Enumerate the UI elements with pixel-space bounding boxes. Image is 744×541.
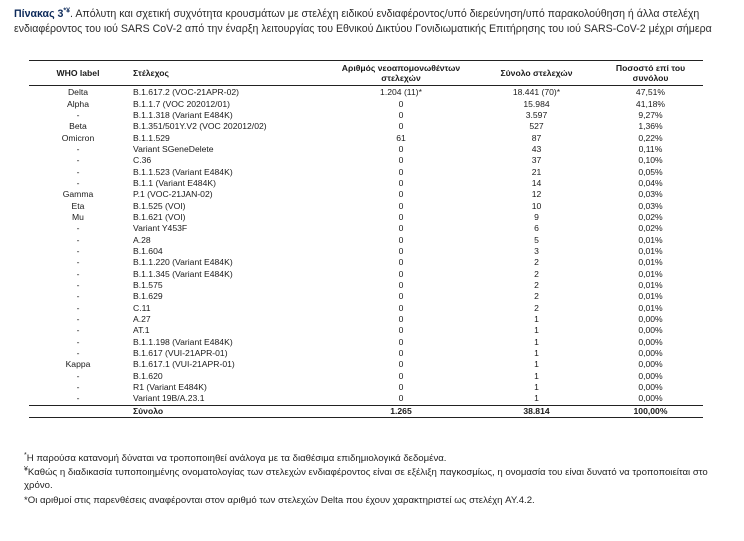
cell-who-label: - bbox=[76, 393, 80, 404]
table-row bbox=[29, 144, 703, 155]
cell-who-label: Omicron bbox=[61, 132, 95, 143]
cell-new-isolates: 1.204 (11)* bbox=[380, 87, 422, 98]
total-label: Σύνολο bbox=[127, 405, 327, 417]
cell-strain: B.1.617 (VUI-21APR-01) bbox=[133, 348, 228, 359]
table-row bbox=[29, 325, 703, 336]
cell-strain: B.1.629 bbox=[133, 291, 163, 302]
cell-who-label: - bbox=[76, 268, 80, 279]
cell-who-label: Mu bbox=[72, 211, 84, 222]
cell-new-isolates: 0 bbox=[398, 336, 404, 347]
cell-new-isolates: 0 bbox=[398, 245, 404, 256]
cell-who-label: - bbox=[76, 336, 80, 347]
cell-strain: B.1.1.529 bbox=[133, 132, 170, 143]
cell-new-isolates: 0 bbox=[398, 234, 404, 245]
cell-total-strains: 1 bbox=[534, 370, 539, 381]
cell-new-isolates: 0 bbox=[398, 155, 404, 166]
cell-strain: B.1.617.1 (VUI-21APR-01) bbox=[133, 359, 235, 370]
cell-total-strains: 2 bbox=[534, 302, 539, 313]
cell-total-strains: 12 bbox=[531, 189, 542, 200]
cell-percentage: 1,36% bbox=[638, 121, 663, 132]
caption-text: . Απόλυτη και σχετική συχνότητα κρουσμάτων με στελέχη ειδικού ενδιαφέροντος/υπό διερεύνηση/υπό παρακολούθηση ή άλλα στελέχη ενδιαφέροντος του ιού SARS CoV-2 από την έναρξη λειτουργίας του Εθνικού Δικτύου Γονιδιωματικής Επιτήρησης του ιού SARS-CoV-2 μέχρι σήμερα bbox=[14, 8, 712, 35]
cell-who-label: - bbox=[76, 348, 80, 359]
total-percentage: 100,00% bbox=[598, 405, 703, 417]
cell-new-isolates: 0 bbox=[398, 257, 404, 268]
total-who bbox=[29, 405, 127, 417]
cell-new-isolates: 0 bbox=[398, 302, 404, 313]
table-row bbox=[29, 359, 703, 370]
cell-percentage: 0,00% bbox=[638, 393, 663, 404]
cell-new-isolates: 0 bbox=[398, 211, 404, 222]
cell-total-strains: 37 bbox=[531, 155, 542, 166]
cell-strain: B.1.1 (Variant E484K) bbox=[133, 177, 216, 188]
cell-strain: Variant Y453F bbox=[133, 223, 188, 234]
table-row bbox=[29, 132, 703, 143]
cell-new-isolates: 0 bbox=[398, 291, 404, 302]
footnote-1: *Η παρούσα κατανομή δύναται να τροποποιηθεί ανάλογα με τα διαθέσιμα επιδημιολογικά δεδομένα. bbox=[24, 451, 447, 464]
cell-strain: B.1.1.198 (Variant E484K) bbox=[133, 336, 233, 347]
cell-strain: B.1.1.345 (Variant E484K) bbox=[133, 268, 233, 279]
cell-new-isolates: 0 bbox=[398, 393, 404, 404]
cell-who-label: - bbox=[76, 223, 80, 234]
cell-percentage: 0,00% bbox=[638, 336, 663, 347]
cell-percentage: 47,51% bbox=[635, 87, 666, 98]
cell-strain: A.27 bbox=[133, 314, 151, 325]
cell-percentage: 0,10% bbox=[638, 155, 663, 166]
cell-total-strains: 2 bbox=[534, 257, 539, 268]
table-row bbox=[29, 166, 703, 177]
cell-total-strains: 3.597 bbox=[525, 109, 548, 120]
cell-who-label: - bbox=[76, 280, 80, 291]
cell-percentage: 0,01% bbox=[638, 291, 663, 302]
cell-percentage: 0,01% bbox=[638, 245, 663, 256]
cell-strain: B.1.525 (VOI) bbox=[133, 200, 186, 211]
table-row bbox=[29, 155, 703, 166]
total-new: 1.265 bbox=[327, 405, 475, 417]
cell-who-label: - bbox=[76, 370, 80, 381]
cell-percentage: 0,01% bbox=[638, 280, 663, 291]
cell-total-strains: 87 bbox=[531, 132, 542, 143]
total-strains: 38.814 bbox=[475, 405, 598, 417]
table-row bbox=[29, 371, 703, 382]
cell-new-isolates: 0 bbox=[398, 121, 404, 132]
cell-total-strains: 1 bbox=[534, 348, 539, 359]
table-row bbox=[29, 86, 703, 99]
cell-total-strains: 15.984 bbox=[523, 98, 550, 109]
cell-percentage: 0,00% bbox=[638, 382, 663, 393]
cell-total-strains: 1 bbox=[534, 382, 539, 393]
cell-new-isolates: 0 bbox=[398, 382, 404, 393]
variants-table bbox=[29, 60, 703, 418]
footnotes bbox=[24, 452, 724, 508]
table-row bbox=[29, 280, 703, 291]
table-row bbox=[29, 189, 703, 200]
table-row bbox=[29, 291, 703, 302]
footnote-3: *Οι αριθμοί στις παρενθέσεις αναφέρονται στον αριθμό των στελεχών Delta που έχουν χαρακτηριστεί ως στελέχη AY.4.2. bbox=[24, 494, 535, 506]
cell-percentage: 0,11% bbox=[638, 143, 663, 154]
table-row bbox=[29, 303, 703, 314]
cell-percentage: 0,02% bbox=[638, 223, 663, 234]
cell-who-label: - bbox=[76, 302, 80, 313]
table-total-row bbox=[29, 405, 703, 417]
header-total-strains: Σύνολο στελεχών bbox=[500, 68, 573, 78]
cell-strain: B.1.1.7 (VOC 202012/01) bbox=[133, 98, 230, 109]
table-row bbox=[29, 393, 703, 405]
cell-percentage: 0,01% bbox=[638, 257, 663, 268]
cell-total-strains: 43 bbox=[531, 143, 542, 154]
cell-percentage: 0,00% bbox=[638, 359, 663, 370]
cell-percentage: 0,03% bbox=[638, 189, 663, 200]
cell-new-isolates: 0 bbox=[398, 177, 404, 188]
cell-new-isolates: 0 bbox=[398, 223, 404, 234]
cell-percentage: 0,01% bbox=[638, 268, 663, 279]
cell-total-strains: 6 bbox=[534, 223, 539, 234]
table-row bbox=[29, 314, 703, 325]
cell-strain: Variant SGeneDelete bbox=[133, 143, 214, 154]
cell-strain: B.1.604 bbox=[133, 245, 163, 256]
cell-who-label: Gamma bbox=[62, 189, 94, 200]
cell-strain: B.1.617.2 (VOC-21APR-02) bbox=[133, 87, 240, 98]
cell-who-label: - bbox=[76, 257, 80, 268]
cell-new-isolates: 61 bbox=[396, 132, 406, 143]
cell-strain: AT.1 bbox=[133, 325, 150, 336]
cell-percentage: 9,27% bbox=[638, 109, 663, 120]
table-row bbox=[29, 234, 703, 245]
cell-who-label: - bbox=[76, 166, 80, 177]
cell-who-label: - bbox=[76, 382, 80, 393]
cell-percentage: 41,18% bbox=[635, 98, 666, 109]
table-row bbox=[29, 269, 703, 280]
table-row bbox=[29, 110, 703, 121]
cell-who-label: Eta bbox=[71, 200, 85, 211]
table-row bbox=[29, 257, 703, 268]
cell-total-strains: 2 bbox=[534, 291, 539, 302]
cell-total-strains: 3 bbox=[534, 245, 539, 256]
cell-total-strains: 1 bbox=[534, 336, 539, 347]
cell-total-strains: 2 bbox=[534, 268, 539, 279]
cell-new-isolates: 0 bbox=[398, 370, 404, 381]
cell-strain: B.1.575 bbox=[133, 280, 163, 291]
cell-who-label: - bbox=[76, 109, 80, 120]
table-row bbox=[29, 246, 703, 257]
table-row bbox=[29, 178, 703, 189]
cell-new-isolates: 0 bbox=[398, 200, 404, 211]
cell-total-strains: 10 bbox=[531, 200, 542, 211]
cell-strain: B.1.1.220 (Variant E484K) bbox=[133, 257, 233, 268]
cell-strain: B.1.621 (VOI) bbox=[133, 211, 186, 222]
cell-strain: B.1.1.318 (Variant E484K) bbox=[133, 109, 233, 120]
cell-new-isolates: 0 bbox=[398, 325, 404, 336]
footnote-2: ¥Καθώς η διαδικασία τυποποιημένης ονοματολογίας των στελεχών ενδιαφέροντος είναι σε εξέλιξη παγκοσμίως, η ονομασία του είναι δυνατό να τροποποιείται στο χρόνο. bbox=[24, 466, 708, 492]
cell-who-label: - bbox=[76, 291, 80, 302]
cell-who-label: - bbox=[76, 245, 80, 256]
cell-strain: C.36 bbox=[133, 155, 152, 166]
header-new-isolates: Αριθμός νεοαπομονωθέντων στελεχών bbox=[341, 63, 461, 83]
cell-percentage: 0,03% bbox=[638, 200, 663, 211]
table-row bbox=[29, 200, 703, 211]
caption-label: Πίνακας 3*¥ bbox=[14, 7, 71, 20]
cell-percentage: 0,00% bbox=[638, 370, 663, 381]
cell-new-isolates: 0 bbox=[398, 98, 404, 109]
cell-strain: B.1.351/501Y.V2 (VOC 202012/02) bbox=[133, 121, 267, 132]
cell-who-label: - bbox=[76, 155, 80, 166]
cell-new-isolates: 0 bbox=[398, 268, 404, 279]
cell-percentage: 0,01% bbox=[638, 234, 663, 245]
variants-table-container bbox=[29, 60, 689, 418]
cell-strain: R1 (Variant E484K) bbox=[133, 382, 207, 393]
cell-new-isolates: 0 bbox=[398, 109, 404, 120]
cell-who-label: Kappa bbox=[65, 359, 91, 370]
table-row bbox=[29, 223, 703, 234]
cell-total-strains: 1 bbox=[534, 314, 539, 325]
cell-strain: Variant 19B/A.23.1 bbox=[133, 393, 205, 404]
header-strain: Στέλεχος bbox=[133, 68, 169, 78]
cell-percentage: 0,00% bbox=[638, 314, 663, 325]
cell-strain: A.28 bbox=[133, 234, 151, 245]
cell-percentage: 0,00% bbox=[638, 325, 663, 336]
cell-total-strains: 2 bbox=[534, 280, 539, 291]
cell-who-label: Delta bbox=[67, 87, 89, 98]
table-row bbox=[29, 337, 703, 348]
cell-total-strains: 1 bbox=[534, 393, 539, 404]
cell-percentage: 0,02% bbox=[638, 211, 663, 222]
cell-who-label: Alpha bbox=[67, 98, 89, 109]
cell-total-strains: 9 bbox=[534, 211, 539, 222]
cell-new-isolates: 0 bbox=[398, 280, 404, 291]
cell-percentage: 0,01% bbox=[638, 302, 663, 313]
table-row bbox=[29, 348, 703, 359]
cell-total-strains: 1 bbox=[534, 325, 539, 336]
cell-new-isolates: 0 bbox=[398, 143, 404, 154]
cell-strain: P.1 (VOC-21JAN-02) bbox=[133, 189, 213, 200]
cell-new-isolates: 0 bbox=[398, 166, 404, 177]
cell-percentage: 0,00% bbox=[638, 348, 663, 359]
table-row bbox=[29, 212, 703, 223]
table-body bbox=[29, 86, 703, 406]
cell-new-isolates: 0 bbox=[398, 189, 404, 200]
cell-total-strains: 21 bbox=[531, 166, 542, 177]
cell-strain: B.1.1.523 (Variant E484K) bbox=[133, 166, 233, 177]
table-row bbox=[29, 382, 703, 393]
cell-total-strains: 14 bbox=[531, 177, 542, 188]
cell-percentage: 0,05% bbox=[638, 166, 663, 177]
cell-percentage: 0,22% bbox=[638, 132, 663, 143]
cell-total-strains: 1 bbox=[534, 359, 539, 370]
cell-strain: B.1.620 bbox=[133, 370, 163, 381]
cell-total-strains: 5 bbox=[534, 234, 539, 245]
cell-new-isolates: 0 bbox=[398, 348, 404, 359]
cell-who-label: - bbox=[76, 314, 80, 325]
table-caption bbox=[14, 7, 726, 36]
cell-total-strains: 18.441 (70)* bbox=[512, 87, 561, 98]
cell-total-strains: 527 bbox=[529, 121, 544, 132]
cell-new-isolates: 0 bbox=[398, 359, 404, 370]
cell-who-label: - bbox=[76, 177, 80, 188]
cell-who-label: - bbox=[76, 325, 80, 336]
cell-new-isolates: 0 bbox=[398, 314, 404, 325]
cell-percentage: 0,04% bbox=[638, 177, 663, 188]
cell-who-label: - bbox=[76, 234, 80, 245]
header-who-label: WHO label bbox=[56, 68, 100, 78]
table-row bbox=[29, 121, 703, 132]
header-percentage: Ποσοστό επί του συνόλου bbox=[615, 63, 686, 83]
cell-strain: C.11 bbox=[133, 302, 151, 313]
cell-who-label: - bbox=[76, 143, 80, 154]
table-header-row bbox=[29, 61, 703, 86]
cell-who-label: Beta bbox=[69, 121, 87, 132]
table-row bbox=[29, 98, 703, 109]
